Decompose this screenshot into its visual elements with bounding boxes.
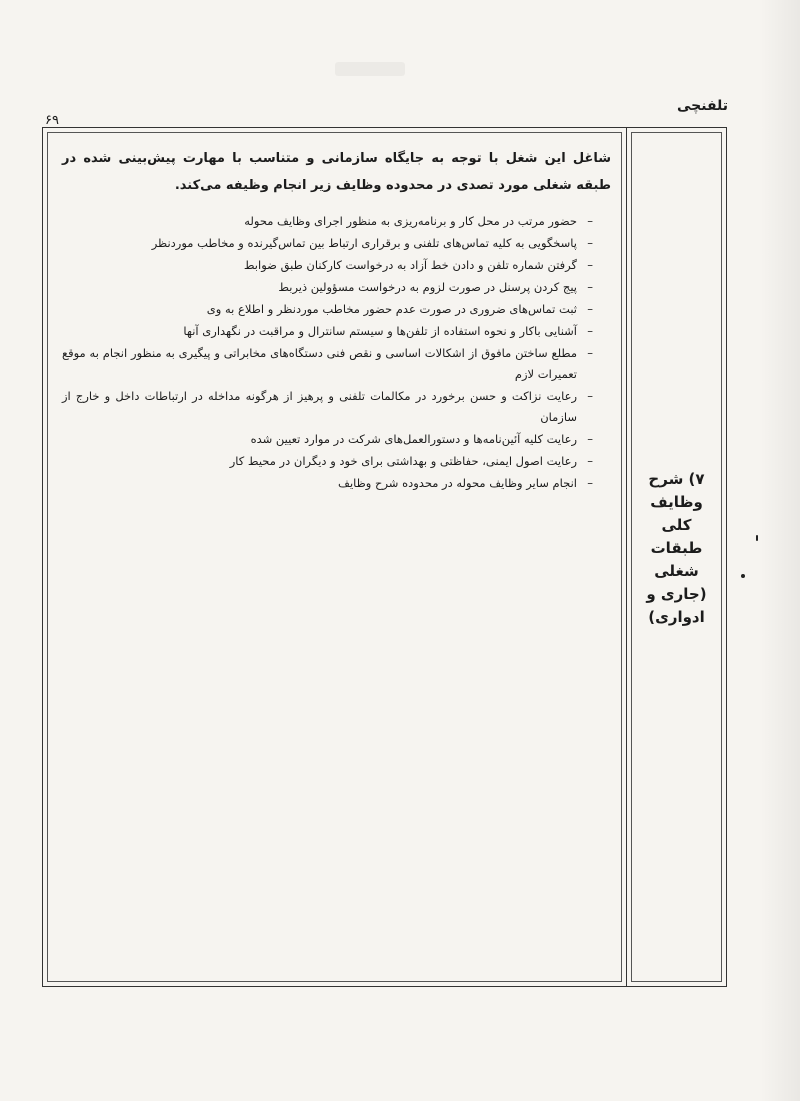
section-label-cell (631, 132, 722, 982)
duties-list (62, 211, 611, 494)
duty-text: آشنایی باکار و نحوه استفاده از تلفن‌ها و سیستم سانترال و مراقبت در نگهداری آنها (183, 324, 577, 338)
bullet-dash: – (587, 214, 593, 228)
duty-text: ثبت تماس‌های ضروری در صورت عدم حضور مخاطب موردنظر و اطلاع به وی (206, 302, 577, 316)
duty-text: مطلع ساختن مافوق از اشکالات اساسی و نقص فنی دستگاه‌های مخابراتی و پیگیری به منظور انجام به موقع تعمیرات لازم (62, 346, 577, 381)
duty-text: حضور مرتب در محل کار و برنامه‌ریزی به منظور اجرای وظایف محوله (244, 214, 577, 228)
bullet-dash: – (587, 280, 593, 294)
section-label-line: (جاری و (646, 585, 707, 603)
job-description-table (42, 127, 727, 987)
duty-item (62, 386, 593, 428)
bullet-dash: – (587, 432, 593, 446)
duty-item (62, 321, 593, 342)
content-cell (47, 132, 622, 982)
duty-text: گرفتن شماره تلفن و دادن خط آزاد به درخواست کارکنان طبق ضوابط (243, 258, 577, 272)
bullet-dash: – (587, 346, 593, 360)
section-label (638, 468, 715, 629)
margin-tick (756, 535, 758, 541)
scan-edge-shadow (760, 0, 800, 1101)
section-label-line: طبقات (650, 539, 703, 557)
duty-text: رعایت اصول ایمنی، حفاظتی و بهداشتی برای خود و دیگران در محیط کار (229, 454, 577, 468)
duty-item (62, 211, 593, 232)
duty-text: رعایت کلیه آئین‌نامه‌ها و دستورالعمل‌های شرکت در موارد تعیین شده (250, 432, 577, 446)
margin-dot (741, 574, 745, 578)
section-label-line: ادواری) (648, 608, 705, 626)
content-column (43, 128, 626, 986)
duty-item (62, 429, 593, 450)
bullet-dash: – (587, 236, 593, 250)
section-label-line: ۷) شرح (648, 470, 705, 488)
duty-item (62, 233, 593, 254)
section-label-line: وظایف (650, 493, 703, 511)
section-label-line: کلی (661, 516, 692, 534)
section-label-column (626, 128, 726, 986)
intro-paragraph: شاغل این شغل با توجه به جایگاه سازمانی و متناسب با مهارت پیش‌بینی شده در طبقه شغلی مورد تصدی در محدوده وظایف زیر انجام وظیفه می‌کند. (62, 151, 611, 193)
duty-text: پاسخگویی به کلیه تماس‌های تلفنی و برقراری ارتباط بین تماس‌گیرنده و مخاطب موردنظر (151, 236, 577, 250)
page-number: ۶۹ (45, 113, 59, 128)
page-title: تلفنچی (676, 98, 728, 114)
bullet-dash: – (587, 302, 593, 316)
duty-text: رعایت نزاکت و حسن برخورد در مکالمات تلفنی و پرهیز از هرگونه مداخله در ارتباطات داخل و خارج از سازمان (62, 389, 577, 424)
duty-item (62, 451, 593, 472)
bullet-dash: – (587, 258, 593, 272)
duty-item (62, 255, 593, 276)
duty-item (62, 473, 593, 494)
duty-text: پیج کردن پرسنل در صورت لزوم به درخواست مسؤولین ذیربط (278, 280, 577, 294)
bullet-dash: – (587, 454, 593, 468)
bullet-dash: – (587, 476, 593, 490)
bullet-dash: – (587, 324, 593, 338)
duty-item (62, 277, 593, 298)
duty-text: انجام سایر وظایف محوله در محدوده شرح وظایف (338, 476, 577, 490)
bullet-dash: – (587, 389, 593, 403)
faded-header-mark (335, 62, 405, 76)
duty-item (62, 343, 593, 385)
duty-item (62, 299, 593, 320)
section-label-line: شغلی (654, 562, 699, 580)
